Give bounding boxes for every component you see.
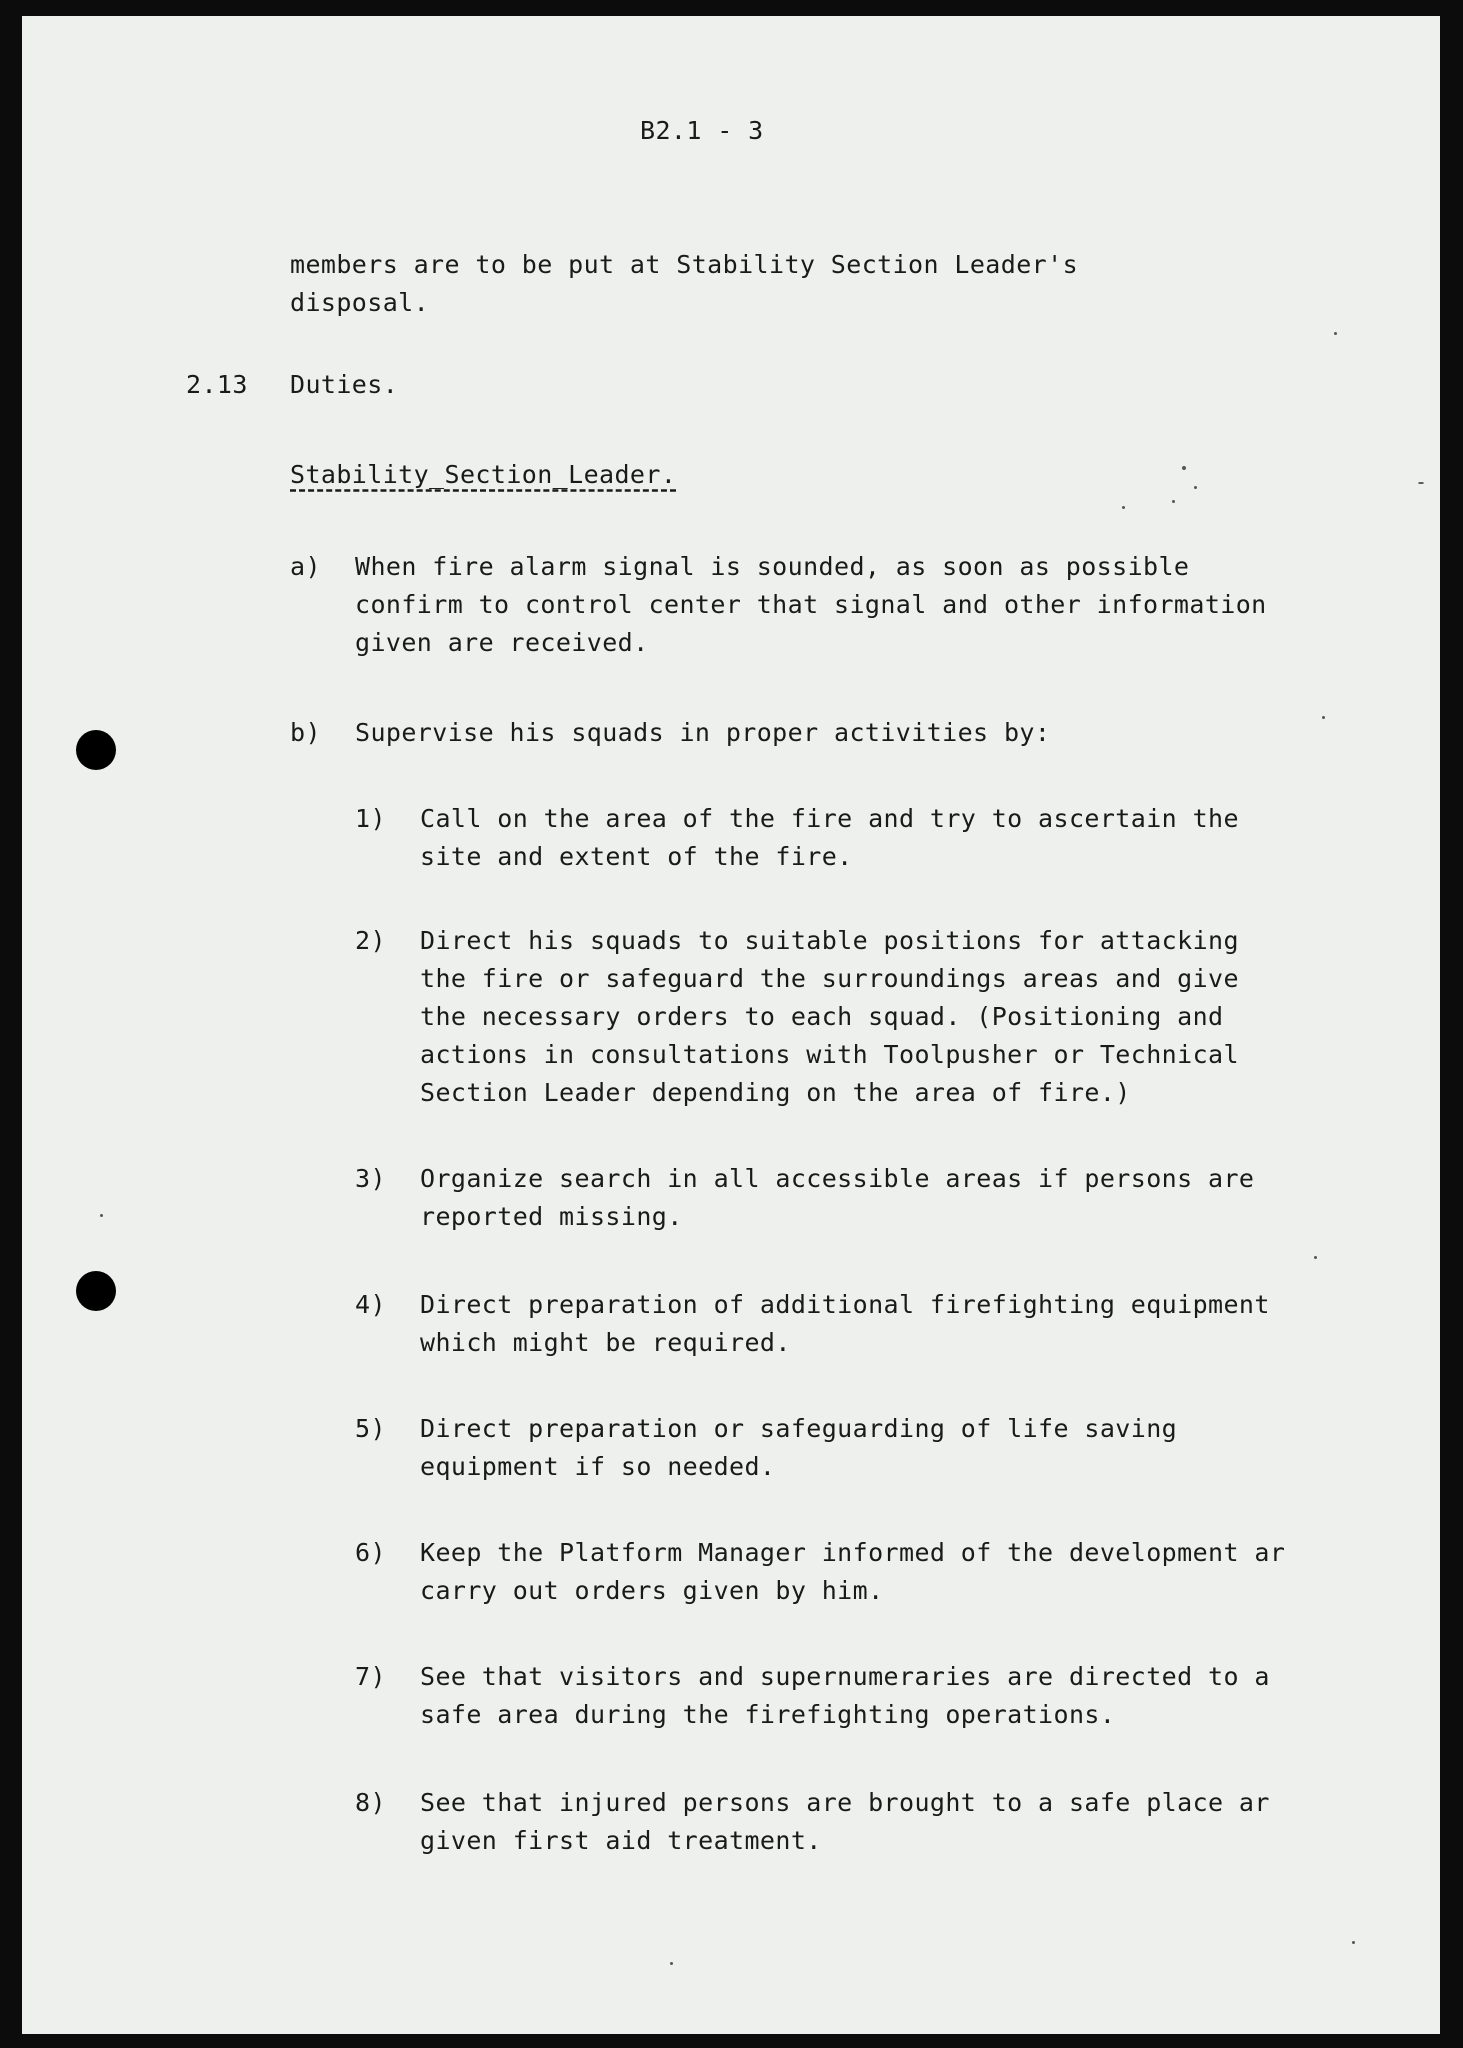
item-a-line-1: When fire alarm signal is sounded, as soon as possible [355,552,1190,581]
subitem-5-line-2: equipment if so needed. [420,1452,776,1481]
scan-speck [1314,1256,1317,1259]
item-a-line-3: given are received. [355,628,649,657]
subitem-2-line-4: actions in consultations with Toolpusher or Technical [420,1040,1239,1069]
intro-line-2: disposal. [290,288,430,317]
subitem-4-line-2: which might be required. [420,1328,791,1357]
scan-speck [670,1962,673,1965]
subitem-7-line-1: See that visitors and supernumeraries are directed to a [420,1662,1270,1691]
subitem-8-line-1: See that injured persons are brought to a safe place ar [420,1788,1270,1817]
punch-hole-upper [76,730,116,770]
section-title: Duties. [290,370,399,399]
subitem-6-line-1: Keep the Platform Manager informed of the development ar [420,1538,1286,1567]
subitem-3-line-2: reported missing. [420,1202,683,1231]
scan-speck [1122,506,1125,509]
scan-speck [1334,332,1337,335]
scan-speck [1418,482,1424,484]
subitem-2-line-5: Section Leader depending on the area of fire.) [420,1078,1131,1107]
item-b-line-1: Supervise his squads in proper activities by: [355,718,1051,747]
subitem-7-line-2: safe area during the firefighting operations. [420,1700,1116,1729]
subitem-3-line-1: Organize search in all accessible areas if persons are [420,1164,1255,1193]
subitem-8-line-2: given first aid treatment. [420,1826,822,1855]
subitem-marker-1: 1) [355,804,386,833]
item-marker-a: a) [290,552,321,581]
subitem-marker-3: 3) [355,1164,386,1193]
subitem-4-line-1: Direct preparation of additional firefighting equipment [420,1290,1270,1319]
subitem-1-line-1: Call on the area of the fire and try to ascertain the [420,804,1239,833]
scan-speck [1352,1941,1355,1944]
subitem-marker-8: 8) [355,1788,386,1817]
punch-hole-lower [76,1271,116,1311]
subheading-stability-section-leader: Stability_Section_Leader. [290,460,677,489]
scan-speck [1322,716,1325,719]
intro-line-1: members are to be put at Stability Section Leader's [290,250,1079,279]
scan-speck [1172,500,1175,503]
subitem-marker-5: 5) [355,1414,386,1443]
section-number: 2.13 [186,370,248,399]
scan-speck [1194,486,1197,489]
scan-speck [100,1214,103,1217]
subitem-2-line-2: the fire or safeguard the surroundings areas and give [420,964,1239,993]
subitem-marker-4: 4) [355,1290,386,1319]
subitem-1-line-2: site and extent of the fire. [420,842,853,871]
subitem-marker-7: 7) [355,1662,386,1691]
subitem-2-line-3: the necessary orders to each squad. (Positioning and [420,1002,1224,1031]
subitem-5-line-1: Direct preparation or safeguarding of life saving [420,1414,1178,1443]
subitem-marker-2: 2) [355,926,386,955]
item-marker-b: b) [290,718,321,747]
subitem-marker-6: 6) [355,1538,386,1567]
scan-speck [1182,466,1186,470]
item-a-line-2: confirm to control center that signal and other information [355,590,1267,619]
page-identifier: B2.1 - 3 [640,116,764,145]
subitem-6-line-2: carry out orders given by him. [420,1576,884,1605]
document-page [22,16,1440,2034]
subitem-2-line-1: Direct his squads to suitable positions for attacking [420,926,1239,955]
